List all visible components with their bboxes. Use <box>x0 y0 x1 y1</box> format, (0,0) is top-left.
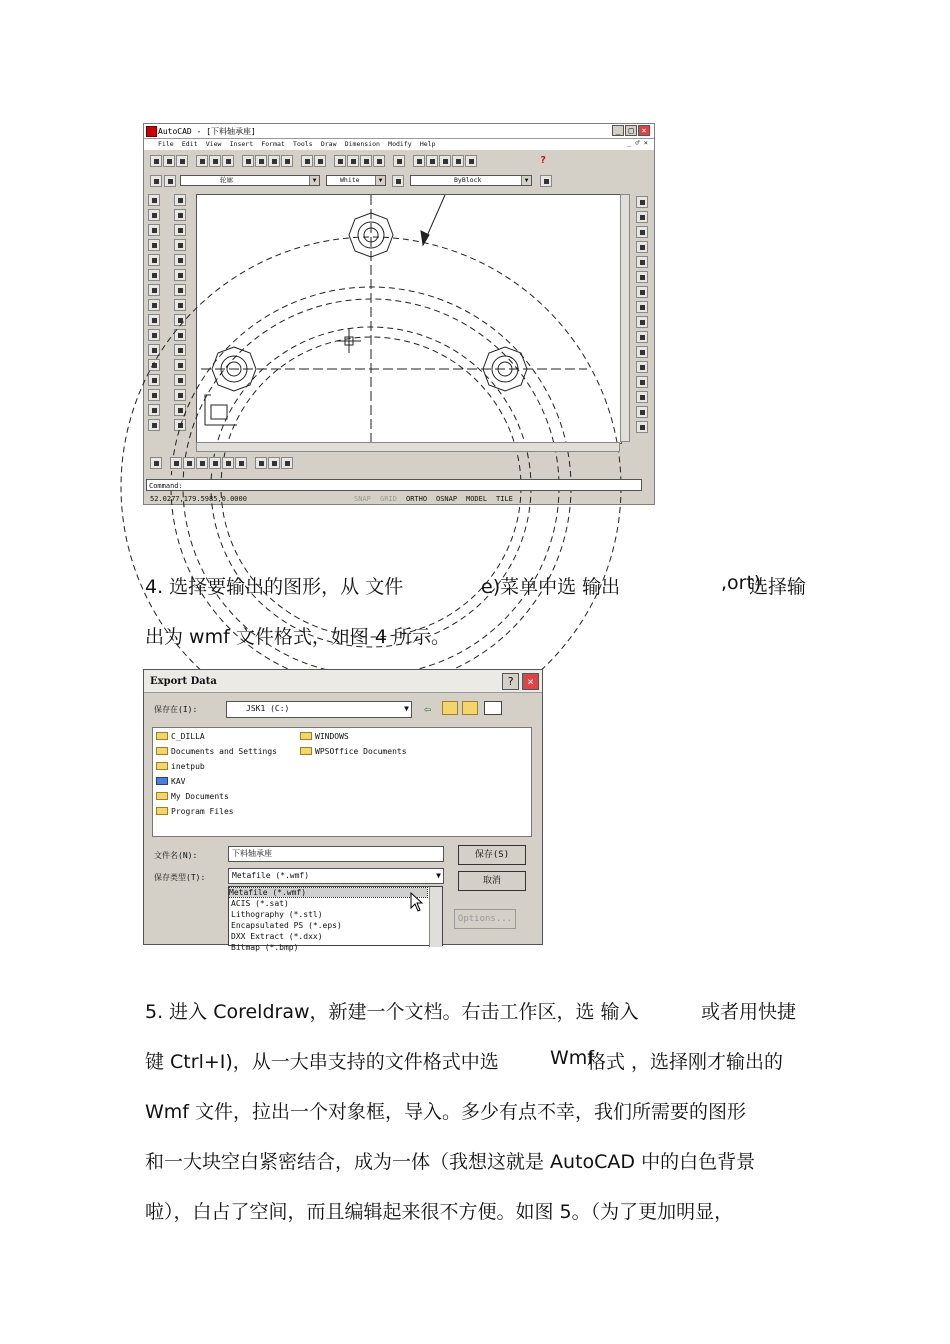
filetype-option[interactable]: Bitmap (*.bmp) <box>231 943 299 952</box>
redo-icon[interactable] <box>314 155 326 167</box>
paragraph-step-5-line3: Wmf 文件，拉出一个对象框，导入。多少有点不幸，我们所需要的图形 <box>145 1101 747 1123</box>
step5-text-b: 或者用快捷 <box>701 1001 797 1023</box>
autocad-app-icon <box>146 126 157 137</box>
back-icon[interactable]: ⇦ <box>424 702 432 716</box>
dimension-style-icon[interactable] <box>636 421 648 433</box>
maximize-button[interactable]: □ <box>625 125 637 136</box>
perpendicular-icon[interactable] <box>235 457 247 469</box>
filetype-label: 保存类型(T): <box>154 873 206 882</box>
ucs-icon-y <box>205 395 211 425</box>
object-snap-icon[interactable] <box>150 457 162 469</box>
step5-text-e: 格式 ，选择刚才输出的 <box>587 1051 784 1073</box>
center-snap-icon[interactable] <box>255 457 267 469</box>
cut-icon[interactable] <box>242 155 254 167</box>
autocad-title: AutoCAD - [下料轴承座] <box>158 127 256 136</box>
dimension-update-icon[interactable] <box>636 406 648 418</box>
angular-dimension-icon[interactable] <box>636 271 648 283</box>
menu-file[interactable]: File <box>158 140 174 148</box>
file-item[interactable]: C_DILLA <box>156 732 205 741</box>
step4-text-a: 4. 选择要输出的图形，从 文件 <box>145 576 404 598</box>
design-center-icon[interactable] <box>373 155 385 167</box>
linetype-combo[interactable] <box>410 175 532 186</box>
quick-dimension-icon[interactable] <box>636 286 648 298</box>
menu-dimension[interactable]: Dimension <box>344 140 380 148</box>
hyperlink-icon[interactable] <box>334 155 346 167</box>
copy-icon[interactable] <box>255 155 267 167</box>
mouse-cursor-icon <box>410 892 424 912</box>
save-icon[interactable] <box>176 155 188 167</box>
arc-icon[interactable] <box>148 284 160 296</box>
text-icon[interactable] <box>148 419 160 431</box>
endpoint-icon[interactable] <box>170 457 182 469</box>
spell-icon[interactable] <box>222 155 234 167</box>
filetype-option[interactable]: Lithography (*.stl) <box>231 910 323 919</box>
file-item[interactable]: inetpub <box>156 762 205 771</box>
menu-insert[interactable]: Insert <box>229 140 254 148</box>
leader-icon[interactable] <box>636 331 648 343</box>
hatch-icon[interactable] <box>148 389 160 401</box>
folder-icon <box>156 762 168 770</box>
snap-toggle[interactable]: SNAP <box>354 495 371 503</box>
paste-icon[interactable] <box>268 155 280 167</box>
paragraph-step-4 <box>145 572 810 600</box>
menu-help[interactable]: Help <box>419 140 436 148</box>
save-in-label: 保存在(I): <box>154 705 198 714</box>
file-item[interactable]: Documents and Settings <box>156 747 277 756</box>
multiline-icon[interactable] <box>148 239 160 251</box>
menu-draw[interactable]: Draw <box>320 140 337 148</box>
filetype-option[interactable]: ACIS (*.sat) <box>231 899 289 908</box>
extension-icon[interactable] <box>222 457 234 469</box>
status-bar <box>144 494 654 505</box>
chevron-down-icon: ▼ <box>404 704 409 713</box>
step4-text-b: e)菜单中选 输出 <box>481 576 621 598</box>
move-icon[interactable] <box>174 269 186 281</box>
layer-combo[interactable] <box>180 175 320 186</box>
file-list[interactable] <box>152 727 532 837</box>
zoom-window-icon[interactable] <box>439 155 451 167</box>
step5-text-c: 键 Ctrl+I)，从一大串支持的文件格式中选 <box>145 1051 499 1073</box>
make-current-icon[interactable] <box>164 175 176 187</box>
continue-dimension-icon[interactable] <box>636 316 648 328</box>
tile-toggle[interactable]: TILE <box>496 495 513 503</box>
file-item[interactable]: WPSOffice Documents <box>300 747 407 756</box>
save-in-value: JSK1 (C:) <box>246 704 290 713</box>
menu-modify[interactable]: Modify <box>388 140 412 148</box>
rectangle-icon[interactable] <box>148 269 160 281</box>
scale-icon[interactable] <box>174 299 186 311</box>
paragraph-step-5-line2 <box>145 1047 810 1075</box>
folder-icon <box>156 732 168 740</box>
preview-icon[interactable] <box>209 155 221 167</box>
horizontal-scrollbar[interactable] <box>196 442 620 452</box>
polygon-icon[interactable] <box>148 254 160 266</box>
osnap-toggle[interactable]: OSNAP <box>436 495 458 503</box>
folder-icon <box>300 732 312 740</box>
explode-icon[interactable] <box>174 419 186 431</box>
circle-icon[interactable] <box>148 299 160 311</box>
filetype-select[interactable] <box>228 868 444 884</box>
stretch-icon[interactable] <box>174 314 186 326</box>
ordinate-dimension-icon[interactable] <box>636 226 648 238</box>
file-item[interactable]: WINDOWS <box>300 732 349 741</box>
help-button[interactable]: ? <box>502 673 519 690</box>
erase-icon[interactable] <box>174 194 186 206</box>
file-item[interactable]: Program Files <box>156 807 234 816</box>
chevron-down-icon: ▼ <box>436 871 441 880</box>
filetype-option[interactable]: Metafile (*.wmf) <box>229 888 427 897</box>
quadrant-icon[interactable] <box>268 457 280 469</box>
paragraph-step-5-line5: 啦），白占了空间，而且编辑起来很不方便。如图 5。（为了更加明显， <box>145 1201 734 1223</box>
tangent-icon[interactable] <box>281 457 293 469</box>
model-toggle[interactable]: MODEL <box>466 495 488 503</box>
osnap-icon[interactable] <box>347 155 359 167</box>
color-combo-value: White <box>340 176 360 184</box>
step4-text-d: 选择输 <box>749 576 807 598</box>
diameter-dimension-icon[interactable] <box>636 256 648 268</box>
point-icon[interactable] <box>148 374 160 386</box>
open-icon[interactable] <box>163 155 175 167</box>
export-data-dialog <box>143 669 543 952</box>
up-folder-icon[interactable] <box>442 701 458 715</box>
dialog-titlebar <box>144 670 542 693</box>
line-icon[interactable] <box>148 194 160 206</box>
break-icon[interactable] <box>174 374 186 386</box>
save-in-select[interactable] <box>226 701 412 718</box>
filename-label: 文件名(N): <box>154 851 198 860</box>
dimension-toolbar <box>636 194 652 434</box>
paragraph-step-5-line4: 和一大块空白紧密结合，成为一体（我想这就是 AutoCAD 中的白色背景 <box>145 1151 756 1173</box>
command-label: Command: <box>149 482 183 490</box>
color-combo[interactable] <box>326 175 386 186</box>
filetype-option[interactable]: DXX Extract (*.dxx) <box>231 932 323 941</box>
filetype-value: Metafile (*.wmf) <box>232 871 310 880</box>
bottom-toolbar <box>148 457 318 471</box>
make-block-icon[interactable] <box>148 359 160 371</box>
drawing-area[interactable] <box>196 194 622 444</box>
folder-icon <box>156 792 168 800</box>
match-properties-icon[interactable] <box>281 155 293 167</box>
step4-text-c: ,ort) <box>721 572 762 594</box>
grid-toggle[interactable]: GRID <box>380 495 397 503</box>
coordinates-readout: 52.0277,179.5985,0.0000 <box>150 495 247 503</box>
rotate-icon[interactable] <box>174 284 186 296</box>
close-button[interactable]: × <box>522 673 539 690</box>
center-mark-icon[interactable] <box>636 361 648 373</box>
trim-icon[interactable] <box>174 344 186 356</box>
radius-dimension-icon[interactable] <box>636 241 648 253</box>
view-menu-icon[interactable] <box>484 701 502 715</box>
ellipse-icon[interactable] <box>148 329 160 341</box>
intersection-icon[interactable] <box>196 457 208 469</box>
chevron-down-icon: ▼ <box>521 176 531 185</box>
ucs-icon[interactable] <box>360 155 372 167</box>
file-item[interactable]: KAV <box>156 777 185 786</box>
new-folder-icon[interactable] <box>462 701 478 715</box>
filename-input[interactable]: 下料轴承座 <box>228 846 444 862</box>
mdi-controls[interactable]: _ ♂ × <box>626 139 648 147</box>
insert-block-icon[interactable] <box>148 344 160 356</box>
spline-icon[interactable] <box>148 314 160 326</box>
folder-icon <box>156 807 168 815</box>
save-button[interactable]: 保存(S) <box>458 845 526 865</box>
polyline-icon[interactable] <box>148 224 160 236</box>
layers-icon[interactable] <box>150 175 162 187</box>
linetype-icon[interactable] <box>392 175 404 187</box>
zoom-extents-icon[interactable] <box>465 155 477 167</box>
menu-tools[interactable]: Tools <box>293 140 313 148</box>
drawing-svg <box>197 195 621 443</box>
tolerance-icon[interactable] <box>636 346 648 358</box>
properties-icon[interactable] <box>393 155 405 167</box>
construction-line-icon[interactable] <box>148 209 160 221</box>
linetype-combo-value: ByBlock <box>454 176 482 184</box>
menu-bar <box>144 139 654 150</box>
menu-format[interactable]: Format <box>261 140 285 148</box>
layer-combo-value: 轮廓 <box>220 176 233 184</box>
chamfer-icon[interactable] <box>174 389 186 401</box>
folder-icon <box>156 747 168 755</box>
zoom-previous-icon[interactable] <box>452 155 464 167</box>
dimension-text-edit-icon[interactable] <box>636 391 648 403</box>
step5-text-d: Wmf <box>550 1047 594 1069</box>
zoom-realtime-icon[interactable] <box>426 155 438 167</box>
apparent-intersection-icon[interactable] <box>209 457 221 469</box>
close-button[interactable]: × <box>638 125 650 136</box>
minimize-button[interactable]: _ <box>612 125 624 136</box>
paragraph-step-4-line2: 出为 wmf 文件格式，如图 4 所示。 <box>145 626 450 648</box>
new-icon[interactable] <box>150 155 162 167</box>
draw-toolbar <box>148 194 188 434</box>
dropdown-scrollbar[interactable] <box>429 887 442 947</box>
dialog-title: Export Data <box>150 676 217 687</box>
menu-view[interactable]: View <box>205 140 222 148</box>
special-folder-icon <box>156 777 168 785</box>
options-button[interactable]: Options... <box>454 909 516 929</box>
dimension-edit-icon[interactable] <box>636 376 648 388</box>
aligned-dimension-icon[interactable] <box>636 211 648 223</box>
array-icon[interactable] <box>174 254 186 266</box>
mirror-icon[interactable] <box>174 224 186 236</box>
menu-edit[interactable]: Edit <box>181 140 198 148</box>
paragraph-step-5-line1 <box>145 997 810 1025</box>
bolt-hex-top <box>349 213 393 257</box>
copy-object-icon[interactable] <box>174 209 186 221</box>
properties-toolbar <box>148 175 568 189</box>
help-icon[interactable]: ? <box>540 155 547 166</box>
baseline-dimension-icon[interactable] <box>636 301 648 313</box>
chevron-down-icon: ▼ <box>309 176 319 185</box>
chevron-down-icon: ▼ <box>375 176 385 185</box>
offset-icon[interactable] <box>174 239 186 251</box>
pan-icon[interactable] <box>413 155 425 167</box>
print-icon[interactable] <box>196 155 208 167</box>
file-item[interactable]: My Documents <box>156 792 229 801</box>
region-icon[interactable] <box>148 404 160 416</box>
vertical-scrollbar[interactable] <box>620 194 630 442</box>
cancel-button[interactable]: 取消 <box>458 871 526 891</box>
ortho-toggle[interactable]: ORTHO <box>406 495 428 503</box>
linear-dimension-icon[interactable] <box>636 196 648 208</box>
undo-icon[interactable] <box>301 155 313 167</box>
autocad-titlebar <box>144 124 654 139</box>
lineweight-icon[interactable] <box>540 175 552 187</box>
filetype-option[interactable]: Encapsulated PS (*.eps) <box>231 921 342 930</box>
command-line[interactable] <box>146 479 642 491</box>
extend-icon[interactable] <box>174 359 186 371</box>
folder-icon <box>300 747 312 755</box>
standard-toolbar <box>148 155 568 169</box>
autocad-window <box>143 123 655 505</box>
step5-text-a: 5. 进入 Coreldraw，新建一个文档。右击工作区，选 输入 <box>145 1001 639 1023</box>
midpoint-icon[interactable] <box>183 457 195 469</box>
